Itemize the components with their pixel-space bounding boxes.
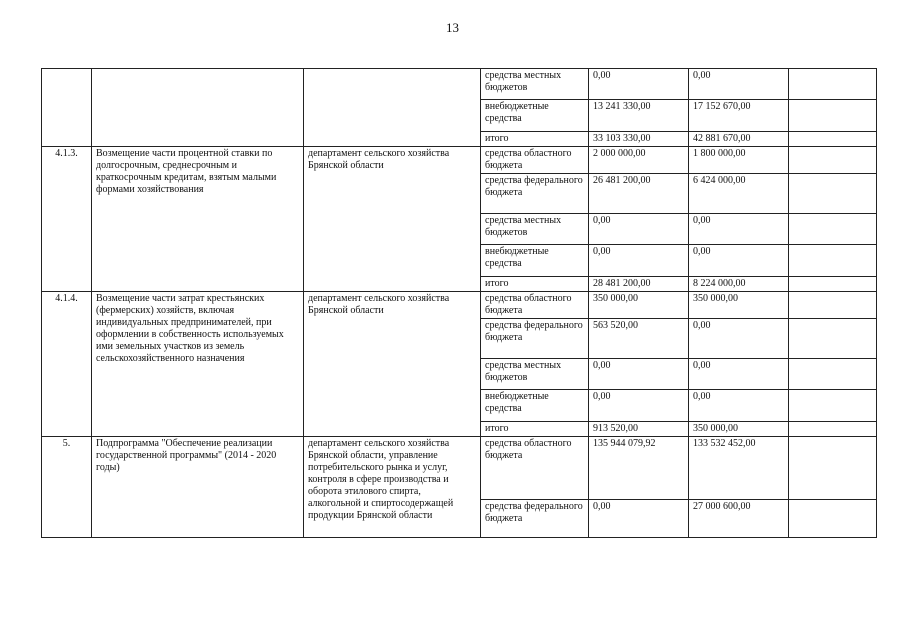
funding-source: внебюджетные средства: [481, 390, 589, 422]
value-cell: 563 520,00: [589, 319, 689, 359]
value-cell: 350 000,00: [589, 292, 689, 319]
item-name-cell: Подпрограмма "Обеспечение реализации государственной программы" (2014 - 2020 годы): [92, 437, 304, 538]
value-cell: 1 800 000,00: [689, 147, 789, 174]
table-row: [42, 437, 877, 500]
funding-source: средства областного бюджета: [481, 292, 589, 319]
value-cell: 0,00: [589, 500, 689, 538]
funding-source: средства местных бюджетов: [481, 359, 589, 390]
item-number-cell: 4.1.4.: [42, 292, 92, 437]
value-cell: 28 481 200,00: [589, 277, 689, 292]
value-cell: 2 000 000,00: [589, 147, 689, 174]
value-cell: 913 520,00: [589, 422, 689, 437]
item-name-cell: [92, 69, 304, 147]
empty-cell: [789, 292, 877, 319]
funding-source: средства федерального бюджета: [481, 319, 589, 359]
value-cell: 133 532 452,00: [689, 437, 789, 500]
value-cell: 26 481 200,00: [589, 174, 689, 214]
item-executor-cell: департамент сельского хозяйства Брянской области: [304, 147, 481, 292]
empty-cell: [789, 147, 877, 174]
empty-cell: [789, 437, 877, 500]
funding-source: внебюджетные средства: [481, 245, 589, 277]
empty-cell: [789, 277, 877, 292]
table-row: [42, 147, 877, 174]
value-cell: 350 000,00: [689, 422, 789, 437]
value-cell: 0,00: [589, 69, 689, 100]
item-number-cell: 5.: [42, 437, 92, 538]
table-row: [42, 292, 877, 319]
item-name-cell: Возмещение части затрат крестьянских (фермерских) хозяйств, включая индивидуальных предпринимателей, при оформлении в собственность используемых ими земельных участков из земель сельскохозяйственного назначения: [92, 292, 304, 437]
empty-cell: [789, 174, 877, 214]
value-cell: 350 000,00: [689, 292, 789, 319]
value-cell: 27 000 600,00: [689, 500, 789, 538]
value-cell: 0,00: [589, 214, 689, 245]
value-cell: 0,00: [689, 390, 789, 422]
funding-source: средства областного бюджета: [481, 437, 589, 500]
value-cell: 0,00: [689, 359, 789, 390]
funding-source: средства федерального бюджета: [481, 500, 589, 538]
budget-table: [41, 68, 877, 538]
funding-source: итого: [481, 422, 589, 437]
empty-cell: [789, 422, 877, 437]
value-cell: 135 944 079,92: [589, 437, 689, 500]
funding-source: средства областного бюджета: [481, 147, 589, 174]
value-cell: 8 224 000,00: [689, 277, 789, 292]
table-row: [42, 69, 877, 100]
empty-cell: [789, 245, 877, 277]
value-cell: 0,00: [689, 319, 789, 359]
item-executor-cell: департамент сельского хозяйства Брянской области: [304, 292, 481, 437]
item-executor-cell: [304, 69, 481, 147]
item-number-cell: [42, 69, 92, 147]
funding-source: средства местных бюджетов: [481, 214, 589, 245]
funding-source: итого: [481, 277, 589, 292]
value-cell: 0,00: [689, 69, 789, 100]
empty-cell: [789, 319, 877, 359]
funding-source: средства федерального бюджета: [481, 174, 589, 214]
empty-cell: [789, 214, 877, 245]
value-cell: 0,00: [689, 245, 789, 277]
empty-cell: [789, 69, 877, 100]
empty-cell: [789, 359, 877, 390]
value-cell: 17 152 670,00: [689, 100, 789, 132]
value-cell: 33 103 330,00: [589, 132, 689, 147]
item-executor-cell: департамент сельского хозяйства Брянской области, управление потребительского рынка и услуг, контроля в сфере производства и оборота этилового спирта, алкогольной и спиртосодержащей продукции Брянской области: [304, 437, 481, 538]
value-cell: 0,00: [589, 245, 689, 277]
empty-cell: [789, 500, 877, 538]
funding-source: итого: [481, 132, 589, 147]
empty-cell: [789, 100, 877, 132]
empty-cell: [789, 132, 877, 147]
funding-source: внебюджетные средства: [481, 100, 589, 132]
item-number-cell: 4.1.3.: [42, 147, 92, 292]
value-cell: 0,00: [689, 214, 789, 245]
value-cell: 13 241 330,00: [589, 100, 689, 132]
value-cell: 0,00: [589, 359, 689, 390]
value-cell: 42 881 670,00: [689, 132, 789, 147]
page-number: 13: [446, 20, 459, 35]
value-cell: 0,00: [589, 390, 689, 422]
empty-cell: [789, 390, 877, 422]
item-name-cell: Возмещение части процентной ставки по долгосрочным, среднесрочным и краткосрочным кредитам, взятым малыми формами хозяйствования: [92, 147, 304, 292]
funding-source: средства местных бюджетов: [481, 69, 589, 100]
value-cell: 6 424 000,00: [689, 174, 789, 214]
